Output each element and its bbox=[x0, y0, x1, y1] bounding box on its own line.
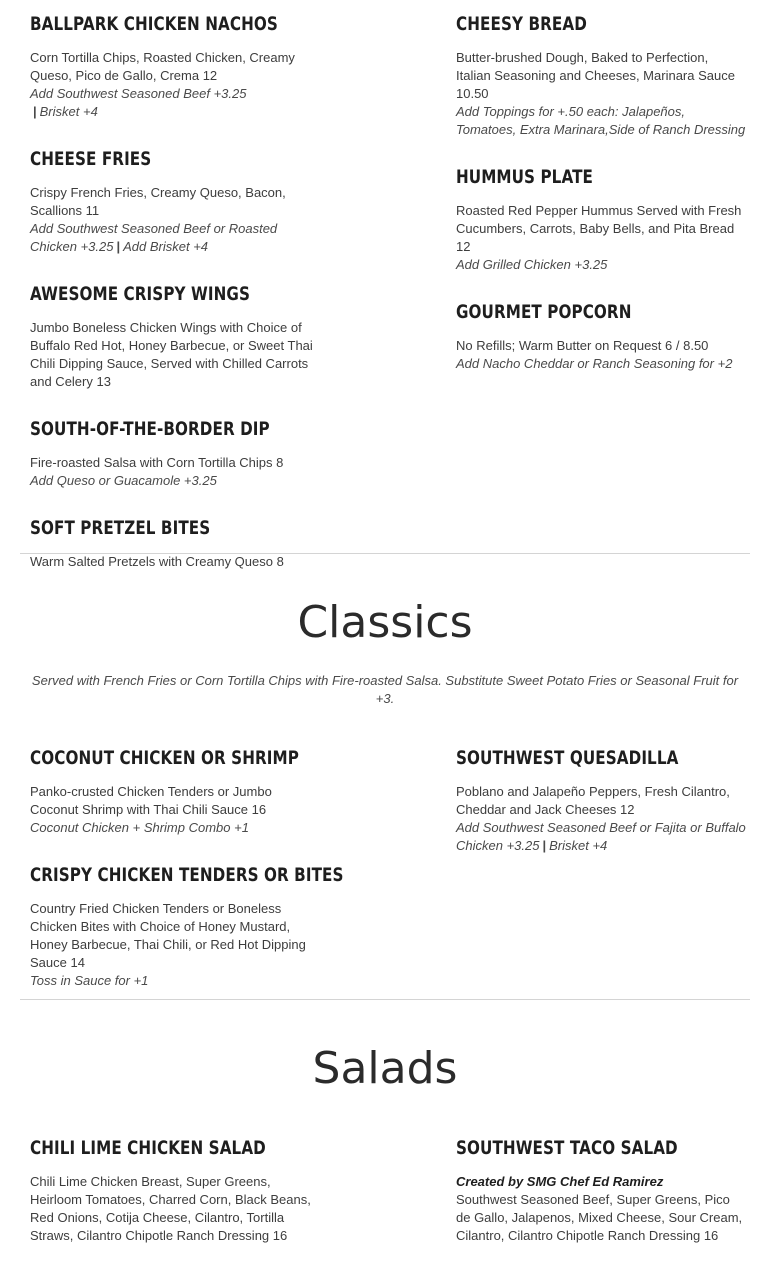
item-name: GOURMET POPCORN bbox=[456, 301, 632, 323]
item-description: Country Fried Chicken Tenders or Boneless Chicken Bites with Choice of Honey Mustard, Honey Barbecue, Thai Chili, or Red Hot Dipping Sauce 14 bbox=[30, 901, 306, 970]
addon-text-2: Add Brisket +4 bbox=[123, 239, 209, 254]
item-description: No Refills; Warm Butter on Request 6 / 8.50 bbox=[456, 338, 709, 353]
classics-left-column bbox=[30, 746, 344, 1016]
menu-item-southwest-taco-salad bbox=[456, 1136, 746, 1245]
item-description: Southwest Seasoned Beef, Super Greens, Pico de Gallo, Jalapenos, Mixed Cheese, Sour Cream, Cilantro, Cilantro Chipotle Ranch Dressing 16 bbox=[456, 1192, 743, 1243]
addon-separator: | bbox=[116, 239, 121, 254]
addon-separator: | bbox=[542, 838, 547, 853]
menu-item-hummus-plate bbox=[456, 165, 746, 274]
item-addon bbox=[456, 819, 746, 855]
item-addon: Add Grilled Chicken +3.25 bbox=[456, 257, 608, 272]
item-name: SOFT PRETZEL BITES bbox=[30, 517, 211, 539]
item-addon: Add Toppings for +.50 each: Jalapeños, Tomatoes, Extra Marinara,Side of Ranch Dressing bbox=[456, 104, 746, 137]
menu-item-soft-pretzel-bites bbox=[30, 516, 315, 571]
item-addon: Toss in Sauce for +1 bbox=[30, 973, 149, 988]
addon-separator: | bbox=[33, 104, 37, 119]
item-description: Poblano and Jalapeño Peppers, Fresh Cilantro, Cheddar and Jack Cheeses 12 bbox=[456, 784, 730, 817]
item-addon bbox=[30, 220, 315, 256]
item-description: Corn Tortilla Chips, Roasted Chicken, Creamy Queso, Pico de Gallo, Crema 12 bbox=[30, 50, 295, 83]
item-description: Panko-crusted Chicken Tenders or Jumbo Coconut Shrimp with Thai Chili Sauce 16 bbox=[30, 784, 272, 817]
item-name: HUMMUS PLATE bbox=[456, 166, 594, 188]
item-name: CHEESY BREAD bbox=[456, 13, 587, 35]
item-description: Warm Salted Pretzels with Creamy Queso 8 bbox=[30, 554, 284, 569]
section-divider bbox=[20, 553, 750, 554]
section-note-classics: Served with French Fries or Corn Tortilla Chips with Fire-roasted Salsa. Substitute Sweet Potato Fries or Seasonal Fruit for +3. bbox=[31, 673, 739, 706]
addon-text: Add Southwest Seasoned Beef +3.25 bbox=[30, 86, 247, 101]
item-addon: Add Nacho Cheddar or Ranch Seasoning for +2 bbox=[456, 356, 733, 371]
classics-right-column bbox=[456, 746, 746, 881]
menu-item-gourmet-popcorn bbox=[456, 300, 746, 373]
item-description: Roasted Red Pepper Hummus Served with Fresh Cucumbers, Carrots, Baby Bells, and Pita Bread 12 bbox=[456, 203, 742, 254]
addon-text-2: Brisket +4 bbox=[39, 104, 98, 119]
item-name: SOUTHWEST TACO SALAD bbox=[456, 1137, 678, 1159]
section-title-salads: Salads bbox=[312, 1043, 458, 1094]
item-name: COCONUT CHICKEN OR SHRIMP bbox=[30, 747, 299, 769]
salads-right-column bbox=[456, 1136, 746, 1271]
menu-item-south-of-the-border-dip bbox=[30, 417, 315, 490]
menu-item-coconut-chicken-or-shrimp bbox=[30, 746, 315, 837]
item-addon bbox=[30, 85, 315, 121]
menu-item-cheese-fries bbox=[30, 147, 315, 256]
addon-text-2: Brisket +4 bbox=[549, 838, 608, 853]
item-addon: Add Queso or Guacamole +3.25 bbox=[30, 473, 217, 488]
item-name: SOUTHWEST QUESADILLA bbox=[456, 747, 679, 769]
item-name: SOUTH-OF-THE-BORDER DIP bbox=[30, 418, 270, 440]
item-description: Jumbo Boneless Chicken Wings with Choice of Buffalo Red Hot, Honey Barbecue, or Sweet Thai Chili Dipping Sauce, Served with Chilled Carrots and Celery 13 bbox=[30, 320, 313, 389]
addon-text: Add Southwest Seasoned Beef or Roasted Chicken +3.25 bbox=[30, 221, 278, 254]
menu-item-awesome-crispy-wings bbox=[30, 282, 315, 391]
menu-item-southwest-quesadilla bbox=[456, 746, 746, 855]
item-name: BALLPARK CHICKEN NACHOS bbox=[30, 13, 278, 35]
appetizers-left-column bbox=[30, 12, 315, 597]
item-description: Crispy French Fries, Creamy Queso, Bacon, Scallions 11 bbox=[30, 185, 286, 218]
item-addon: Coconut Chicken + Shrimp Combo +1 bbox=[30, 820, 249, 835]
item-name: CRISPY CHICKEN TENDERS OR BITES bbox=[30, 864, 344, 886]
appetizers-right-column bbox=[456, 12, 746, 399]
menu-item-chili-lime-chicken-salad bbox=[30, 1136, 315, 1245]
item-description: Butter-brushed Dough, Baked to Perfection, Italian Seasoning and Cheeses, Marinara Sauce 10.50 bbox=[456, 50, 735, 101]
addon-text: Add Southwest Seasoned Beef or Fajita or Buffalo Chicken +3.25 bbox=[456, 820, 746, 853]
menu-item-ballpark-chicken-nachos bbox=[30, 12, 315, 121]
item-name: CHILI LIME CHICKEN SALAD bbox=[30, 1137, 266, 1159]
menu-item-crispy-chicken-tenders-or-bites bbox=[30, 863, 344, 990]
item-name: CHEESE FRIES bbox=[30, 148, 152, 170]
item-credit: Created by SMG Chef Ed Ramirez bbox=[456, 1174, 664, 1189]
menu-item-cheesy-bread bbox=[456, 12, 746, 139]
section-divider bbox=[20, 999, 750, 1000]
item-description: Chili Lime Chicken Breast, Super Greens, Heirloom Tomatoes, Charred Corn, Black Beans, Red Onions, Cotija Cheese, Cilantro, Tortilla Straws, Cilantro Chipotle Ranch Dressing 16 bbox=[30, 1174, 311, 1243]
item-description: Fire-roasted Salsa with Corn Tortilla Chips 8 bbox=[30, 455, 284, 470]
salads-left-column bbox=[30, 1136, 315, 1271]
item-name: AWESOME CRISPY WINGS bbox=[30, 283, 250, 305]
section-title-classics: Classics bbox=[297, 597, 473, 648]
